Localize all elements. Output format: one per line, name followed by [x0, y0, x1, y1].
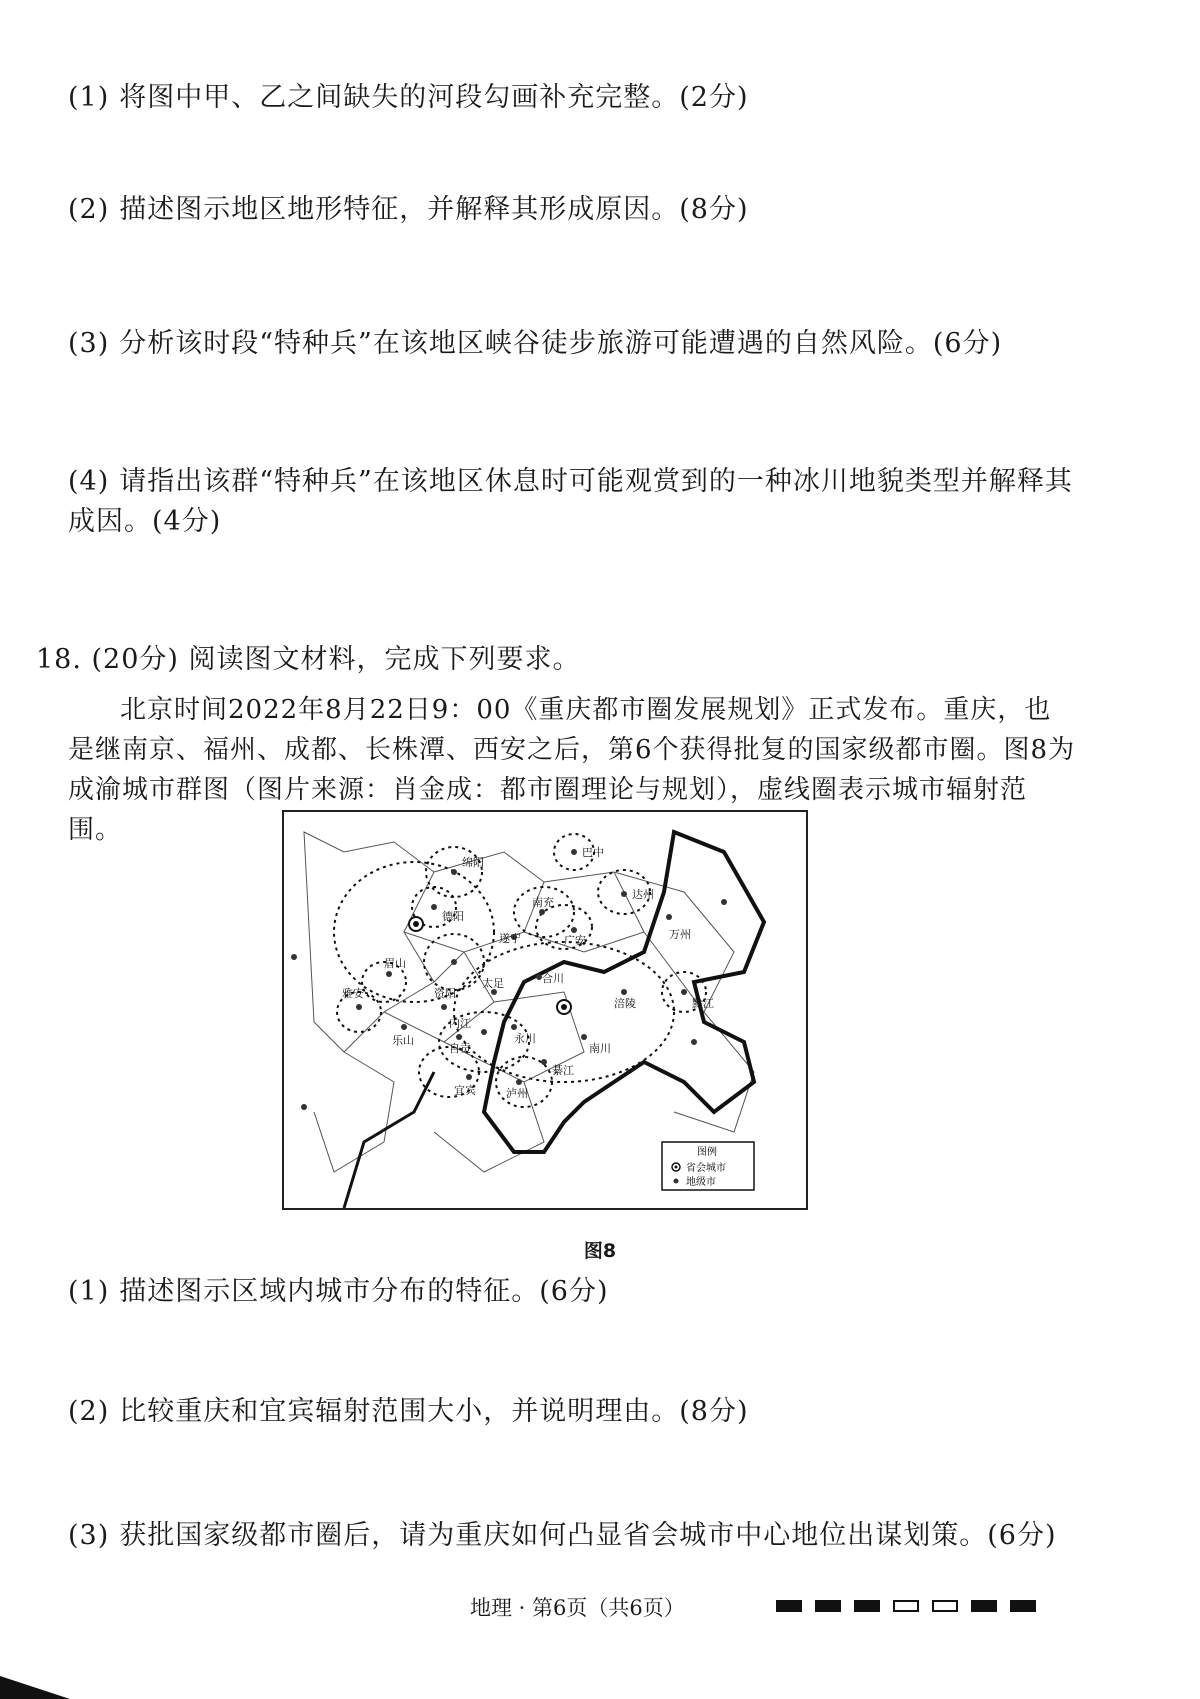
page-footer: 地理 · 第6页（共6页） [470, 1596, 685, 1620]
city-label: 乐山 [392, 1034, 414, 1047]
question-2: (2) 描述图示地区地形特征，并解释其形成原因。(8分) [68, 194, 749, 225]
city-label: 资阳 [434, 987, 456, 1000]
q18-question-3: (3) 获批国家级都市圈后，请为重庆如何凸显省会城市中心地位出谋划策。(6分) [68, 1520, 1057, 1551]
map-svg [284, 812, 806, 1208]
figure-caption: 图8 [583, 1240, 617, 1262]
city-label: 自贡 [449, 1042, 471, 1055]
city-label: 泸州 [506, 1087, 528, 1100]
page-mark [971, 1600, 997, 1612]
city-label: 涪陵 [614, 997, 636, 1010]
page-mark [815, 1600, 841, 1612]
city-label: 南川 [589, 1042, 611, 1055]
legend-prefecture-city: 地级市 [686, 1177, 716, 1188]
city-label: 广安 [564, 934, 586, 947]
question-3: (3) 分析该时段“特种兵”在该地区峡谷徒步旅游可能遭遇的自然风险。(6分) [68, 328, 1003, 359]
figure-8-map [282, 810, 808, 1210]
question-4: (4) 请指出该群“特种兵”在该地区休息时可能观赏到的一种冰川地貌类型并解释其成因。(4分) [68, 466, 1073, 537]
city-label: 德阳 [442, 910, 464, 923]
city-label: 巴中 [582, 846, 604, 859]
city-label: 雅安 [342, 987, 364, 1000]
map-legend [662, 1142, 754, 1190]
legend-title: 图例 [697, 1147, 717, 1158]
city-label: 太足 [482, 977, 504, 990]
sichuan-boundary [344, 1072, 434, 1208]
page-mark [932, 1600, 958, 1612]
q18-paragraph: 北京时间2022年8月22日9：00《重庆都市圈发展规划》正式发布。重庆，也是继南京、福州、成都、长株潭、西安之后，第6个获得批复的国家级都市圈。图8为成渝城市群图（图片来源：肖金成：都市圈理论与规划），虚线圈表示城市辐射范围。 [68, 695, 1076, 845]
legend-provincial-capital: 省会城市 [686, 1163, 726, 1174]
question-1: (1) 将图中甲、乙之间缺失的河段勾画补充完整。(2分) [68, 82, 749, 113]
city-label: 永川 [514, 1032, 536, 1045]
q18-heading: 18. (20分) 阅读图文材料，完成下列要求。 [36, 644, 581, 675]
city-label: 宜宾 [454, 1084, 476, 1097]
city-label: 万州 [669, 928, 691, 941]
corner-mark [0, 1676, 70, 1699]
page-mark [1010, 1600, 1036, 1612]
boundary-line [314, 1052, 394, 1172]
q18-question-2: (2) 比较重庆和宜宾辐射范围大小，并说明理由。(8分) [68, 1396, 749, 1427]
city-label: 内江 [449, 1017, 471, 1030]
page-marks [776, 1600, 1036, 1612]
city-label: 绵阳 [462, 856, 484, 869]
boundary-line [304, 832, 434, 1052]
city-label: 遂宁 [499, 932, 521, 945]
page-mark [893, 1600, 919, 1612]
radiation-circle-chengdu [334, 862, 494, 1002]
page-mark [854, 1600, 880, 1612]
city-label: 綦江 [552, 1064, 574, 1077]
page-mark [776, 1600, 802, 1612]
city-label: 南充 [532, 896, 554, 909]
city-label: 达州 [632, 888, 654, 901]
city-label: 合川 [542, 972, 564, 985]
city-label: 黔江 [692, 997, 714, 1010]
q18-question-1: (1) 描述图示区域内城市分布的特征。(6分) [68, 1276, 609, 1307]
city-label: 眉山 [384, 957, 406, 970]
